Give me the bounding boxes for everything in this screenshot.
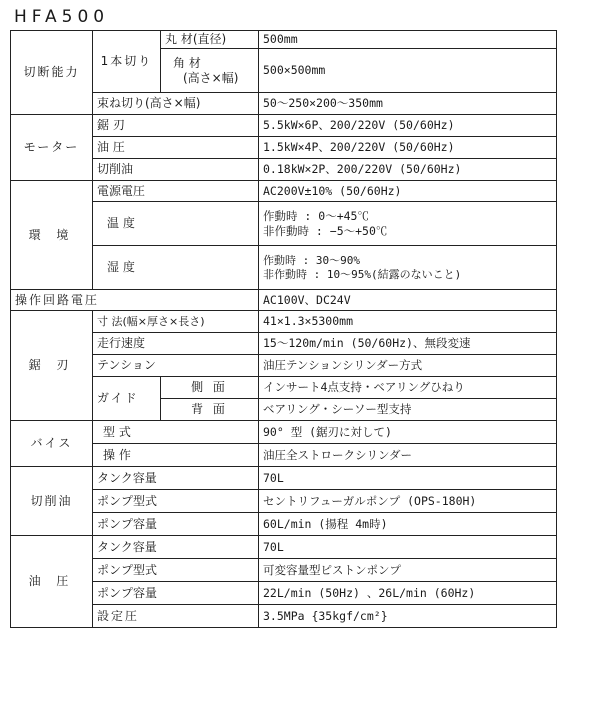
value-guide-back: ベアリング・シーソー型支持: [259, 399, 557, 421]
value-bundle: 50～250×200～350mm: [259, 93, 557, 115]
row-humid: [11, 246, 557, 290]
row-hyd-tank: [11, 536, 557, 559]
label-control: 操作回路電圧: [11, 290, 259, 311]
row-vise-op: [11, 444, 557, 467]
label-round: 丸 材(直径): [161, 31, 259, 49]
value-humid-op: 作動時 : 30～90%: [263, 253, 360, 267]
row-blade-guide-side: [11, 377, 557, 399]
label-motor-hydraulic: 油 圧: [93, 137, 259, 159]
value-round: 500mm: [259, 31, 557, 49]
label-square-1: 角 材: [173, 55, 201, 70]
value-vise-type: 90° 型 (鋸刃に対して): [259, 421, 557, 444]
value-blade-speed: 15～120m/min (50/60Hz)、無段変速: [259, 333, 557, 355]
label-hyd-pressure: 設定圧: [93, 605, 259, 628]
label-hyd-pump-type: ポンプ型式: [93, 559, 259, 582]
label-coolant-pump-type: ポンプ型式: [93, 490, 259, 513]
value-temp: [259, 202, 557, 246]
value-coolant-pump-cap: 60L/min (揚程 4m時): [259, 513, 557, 536]
group-vise: バイス: [11, 421, 93, 467]
row-power: [11, 181, 557, 202]
row-temp: [11, 202, 557, 246]
label-square-2: (高さ×幅): [183, 70, 239, 85]
row-blade-tension: [11, 355, 557, 377]
row-hyd-pump-cap: [11, 582, 557, 605]
label-blade-size: 寸 法(幅×厚さ×長さ): [93, 311, 259, 333]
value-coolant-pump-type: セントリフューガルポンプ (OPS-180H): [259, 490, 557, 513]
label-vise-type: 型 式: [93, 421, 259, 444]
row-motor-coolant: [11, 159, 557, 181]
value-motor-coolant: 0.18kW×2P、200/220V (50/60Hz): [259, 159, 557, 181]
value-hyd-pressure: 3.5MPa {35kgf/cm²}: [259, 605, 557, 628]
row-hyd-pump-type: [11, 559, 557, 582]
label-humid: 湿 度: [93, 246, 259, 290]
value-temp-nonop: 非作動時 : −5～+50℃: [263, 223, 388, 238]
label-single-cut: 1本切り: [93, 31, 161, 93]
row-round: [11, 31, 557, 49]
row-hyd-pressure: [11, 605, 557, 628]
value-blade-size: 41×1.3×5300mm: [259, 311, 557, 333]
group-motor: モーター: [11, 115, 93, 181]
value-hyd-pump-type: 可変容量型ピストンポンプ: [259, 559, 557, 582]
value-temp-op: 作動時 : 0～+45℃: [263, 209, 369, 224]
label-power: 電源電圧: [93, 181, 259, 202]
group-hydraulic: 油 圧: [11, 536, 93, 628]
label-blade-tension: テンション: [93, 355, 259, 377]
row-vise-type: [11, 421, 557, 444]
value-blade-tension: 油圧テンションシリンダー方式: [259, 355, 557, 377]
label-coolant-tank: タンク容量: [93, 467, 259, 490]
value-hyd-pump-cap: 22L/min (50Hz) 、26L/min (60Hz): [259, 582, 557, 605]
spec-title: HFA500: [14, 7, 110, 27]
value-vise-op: 油圧全ストロークシリンダー: [259, 444, 557, 467]
value-control: AC100V、DC24V: [259, 290, 557, 311]
value-square: 500×500mm: [259, 49, 557, 93]
row-coolant-tank: [11, 467, 557, 490]
label-motor-coolant: 切削油: [93, 159, 259, 181]
label-coolant-pump-cap: ポンプ容量: [93, 513, 259, 536]
value-power: AC200V±10% (50/60Hz): [259, 181, 557, 202]
row-motor-hydraulic: [11, 137, 557, 159]
row-blade-speed: [11, 333, 557, 355]
label-hyd-tank: タンク容量: [93, 536, 259, 559]
row-motor-blade: [11, 115, 557, 137]
label-square: [161, 49, 259, 93]
value-guide-side: インサート4点支持・ベアリングひねり: [259, 377, 557, 399]
spec-table: [10, 30, 557, 628]
label-guide-side: 側 面: [161, 377, 259, 399]
value-motor-blade: 5.5kW×6P、200/220V (50/60Hz): [259, 115, 557, 137]
label-blade-speed: 走行速度: [93, 333, 259, 355]
row-coolant-pump-cap: [11, 513, 557, 536]
group-coolant: 切削油: [11, 467, 93, 536]
value-humid: [259, 246, 557, 290]
label-blade-guide: ガイド: [93, 377, 161, 421]
label-guide-back: 背 面: [161, 399, 259, 421]
row-bundle: [11, 93, 557, 115]
value-humid-nonop: 非作動時 : 10～95%(結露のないこと): [263, 267, 462, 281]
group-blade: 鋸 刃: [11, 311, 93, 421]
value-hyd-tank: 70L: [259, 536, 557, 559]
row-coolant-pump-type: [11, 490, 557, 513]
group-cutting: 切断能力: [11, 31, 93, 115]
label-temp: 温 度: [93, 202, 259, 246]
value-coolant-tank: 70L: [259, 467, 557, 490]
value-motor-hydraulic: 1.5kW×4P、200/220V (50/60Hz): [259, 137, 557, 159]
row-blade-size: [11, 311, 557, 333]
label-bundle: 束ね切り(高さ×幅): [93, 93, 259, 115]
row-control: [11, 290, 557, 311]
label-vise-op: 操 作: [93, 444, 259, 467]
group-environment: 環 境: [11, 181, 93, 290]
label-motor-blade: 鋸 刃: [93, 115, 259, 137]
label-hyd-pump-cap: ポンプ容量: [93, 582, 259, 605]
